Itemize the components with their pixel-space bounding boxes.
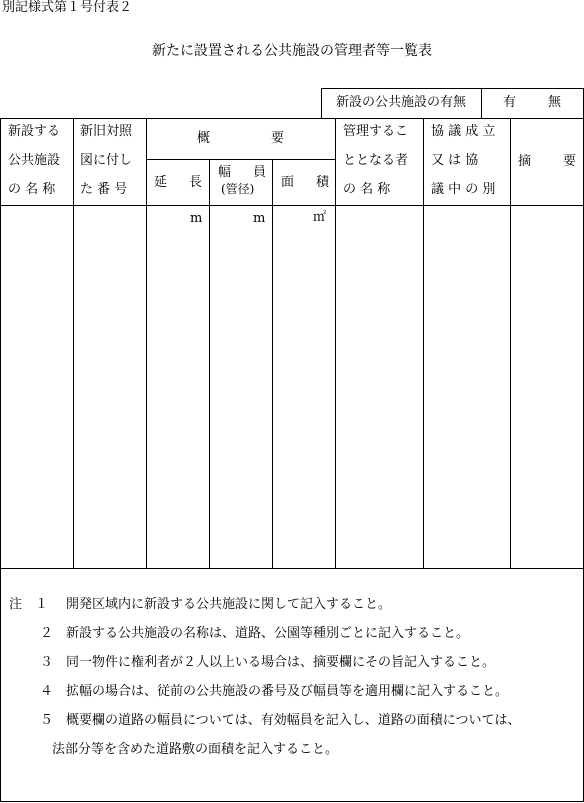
length-header-char1: 延 [154, 175, 168, 190]
width-header-sub: (管径) [221, 182, 255, 196]
consult-line3: 議 中 の 別 [431, 182, 496, 197]
presence-yes: 有 [503, 95, 517, 110]
width-unit: m [253, 211, 266, 226]
note-2-text: 新設する公共施設の名称は、道路、公園等種別ごとに記入すること。 [66, 626, 470, 641]
note-4-text: 拡幅の場合は、従前の公共施設の番号及び幅員等を適用欄に記入すること。 [66, 684, 509, 699]
presence-no: 無 [548, 95, 562, 110]
area-header-char1: 面 [281, 175, 295, 190]
manager-line1: 管理するこ [343, 124, 409, 139]
table-body-bottom-border [0, 568, 584, 569]
col2-line3: た 番 号 [80, 182, 128, 197]
length-header-char2: 長 [189, 175, 203, 190]
note-3-text: 同一物件に権利者が２人以上いる場合は、摘要欄にその旨記入すること。 [66, 655, 496, 670]
note-3-prefix: ３ [40, 655, 54, 670]
notes-section [9, 590, 520, 764]
col1-line1: 新設する [8, 124, 61, 139]
note-4 [9, 677, 520, 706]
document-title: 新たに設置される公共施設の管理者等一覧表 [152, 43, 432, 59]
manager-entry-cell[interactable] [336, 206, 423, 568]
note-5-prefix: ５ [40, 713, 54, 728]
area-header-char2: 積 [316, 175, 330, 190]
consult-entry-cell[interactable] [424, 206, 510, 568]
col2-line2: 図に付し [80, 153, 133, 168]
note-1 [9, 590, 520, 619]
group-header-right: 要 [271, 131, 285, 146]
note-5-text: 概要欄の道路の幅員については、有効幅員を記入し、道路の面積については、 [66, 713, 521, 728]
note-6-text: 法部分等を含めた道路敷の面積を記入すること。 [52, 742, 339, 757]
area-unit: ㎡ [313, 210, 327, 225]
manager-line3: の 名 称 [343, 182, 391, 197]
col2-line1: 新旧対照 [80, 124, 133, 139]
presence-divider [481, 88, 482, 118]
width-header-char1: 幅 [218, 165, 232, 180]
remarks-entry-cell[interactable] [511, 206, 583, 568]
col1-line3: の 名 称 [8, 182, 56, 197]
group-header-left: 概 [197, 131, 211, 146]
note-4-prefix: ４ [40, 684, 54, 699]
width-entry-cell[interactable] [210, 228, 272, 568]
length-unit: m [190, 211, 203, 226]
group-split-line [146, 159, 335, 160]
form-id: 別記様式第１号付表２ [2, 0, 133, 15]
width-header-char2: 員 [253, 165, 267, 180]
note-2 [9, 619, 520, 648]
note-1-text: 開発区域内に新設する公共施設に関して記入すること。 [66, 597, 392, 612]
notes-bottom-border [0, 801, 584, 802]
note-3 [9, 648, 520, 677]
remarks-header-char1: 摘 [518, 154, 532, 169]
consult-line2: 又 は 協 [431, 153, 479, 168]
length-entry-cell[interactable] [147, 228, 209, 568]
presence-top-border [321, 88, 584, 89]
note-5-continued [9, 735, 520, 764]
col1-line2: 公共施設 [8, 153, 61, 168]
note-2-prefix: ２ [40, 626, 54, 641]
note-5 [9, 706, 520, 735]
number-entry-cell[interactable] [74, 206, 146, 568]
name-entry-cell[interactable] [1, 206, 73, 568]
consult-line1: 協 議 成 立 [431, 124, 496, 139]
note-1-prefix: 注 １ [9, 597, 49, 612]
presence-label: 新設の公共施設の有無 [335, 95, 466, 110]
manager-line2: ととなる者 [343, 153, 409, 168]
area-entry-cell[interactable] [273, 228, 335, 568]
remarks-header-char2: 要 [563, 154, 577, 169]
table-top-border [0, 118, 584, 119]
